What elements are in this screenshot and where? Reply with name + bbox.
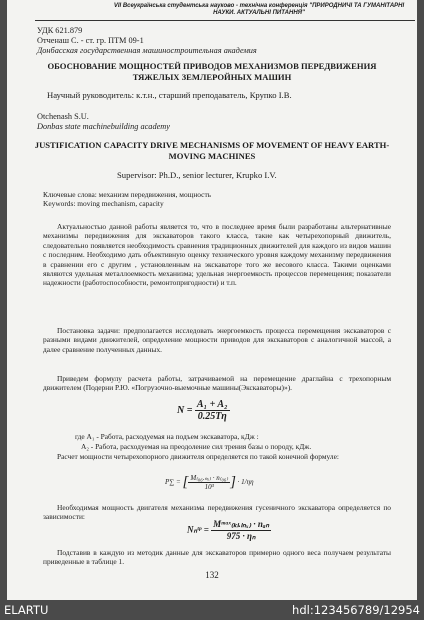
footer-repository-name: ELARTU [4, 603, 49, 617]
title-en: JUSTIFICATION CAPACITY DRIVE MECHANISMS OF MOVEMENT OF HEAVY EARTH-MOVING MACHINES [34, 140, 390, 161]
conference-header: VII Всеукраїнська студентська науково - технічна конференція "ПРИРОДНИЧІ ТА ГУМАНІТАРНІ НАУКИ. АКТУАЛЬНІ ПИТАННЯ" [113, 3, 405, 16]
affiliation-ru: Донбасская государственная машиностроительная академия [37, 46, 257, 55]
paragraph-four-support: Расчет мощности четырехопорного движителя определяется по такой конечной формуле: [57, 452, 339, 461]
paragraph-results: Подставив в каждую из методик данные для экскаваторов примерно одного веса получаем результаты приведенные в таблице 1. [43, 548, 391, 567]
author-en: Otchenash S.U. [37, 112, 89, 121]
document-page [7, 0, 417, 600]
header-rule [35, 20, 415, 21]
formula-power-tail: · 1/ηη [237, 478, 254, 487]
keywords-ru: Ключевые слова: механизм передвижения, мощность [43, 190, 212, 199]
formula-work [177, 399, 230, 422]
formula-power-denominator: 10³ [204, 483, 214, 491]
author-ru: Отченаш С. - ст. гр. ПТМ 09-1 [37, 36, 144, 45]
formula-tracked-lhs: Nₙᵗᵖ = [187, 524, 209, 535]
title-ru: ОБОСНОВАНИЕ МОЩНОСТЕЙ ПРИВОДОВ МЕХАНИЗМОВ ПЕРЕДВИЖЕНИЯ ТЯЖЕЛЫХ ЗЕМЛЕРОЙНЫХ МАШИН [47, 61, 377, 82]
paragraph-tracked: Необходимая мощность двигателя механизма передвижения гусеничного экскаватора определяется по зависимости: [43, 503, 391, 522]
paragraph-formula-intro: Приведем формулу расчета работы, затрачиваемой на перемещение драглайна с трехопорным движителем (Подерни Р.Ю. «Погрузочно-выемочные машины(Экскаваторы)»). [43, 374, 391, 393]
formula-power-numerator: M₍₀₆.ₙₓ₎ · n₍₀₆₎ [190, 474, 229, 482]
formula-tracked-denominator: 975 · ηₙ [226, 531, 256, 541]
formula-tracked [187, 519, 271, 542]
supervisor-ru: Научный руководитель: к.т.н., старший преподаватель, Крупко І.В. [47, 90, 292, 100]
definition-a2: A₂ - Работа, расходуемая на преодоление сил трения базы о породу, кДж. [81, 442, 312, 451]
formula-power-lhs: P∑ = [165, 478, 181, 487]
formula-power: P∑ = [ $\frac{\text{M₍₀₆.ₙₓ₎ · n₍₀₆₎}}{\text{10³}}$ ] · 1/ηη [165, 474, 254, 491]
formula-work-numerator: A₁ + A₂ [196, 399, 228, 410]
page-number: 132 [205, 570, 219, 580]
repository-footer [0, 600, 424, 620]
affiliation-en: Donbas state machinebuilding academy [37, 122, 170, 131]
udk-code: УДК 621.879 [37, 26, 83, 35]
formula-work-denominator: 0.25Tη [197, 411, 227, 422]
paragraph-task: Постановка задачи: предполагается исследовать энергоемкость процесса перемещения экскаваторов с разными видами движителей, определение мощности приводов для экскаваторов с аналогичной массой, а далее сравнение полученных данных. [43, 326, 391, 354]
formula-work-lhs: N = [177, 404, 193, 416]
supervisor-en: Supervisor: Ph.D., senior lecturer, Krupko I.V. [117, 170, 277, 180]
formula-tracked-numerator: Mᵐᵃˣ₍ₖₗ.ₗₙₓ₎ · nₐₙ [213, 519, 270, 529]
keywords-en: Keywords: moving mechanism, capacity [43, 199, 164, 208]
footer-handle: hdl:123456789/12954 [292, 603, 420, 617]
definition-a1: где A₁ - Работа, расходуемая на подъем экскаватора, кДж : [75, 432, 259, 441]
paragraph-relevance: Актуальностью данной работы является то, что в последнее время были разработаны альтернативные механизмы передвижения для экскаваторов такого класса, такие как четырехопорный движитель, следовательно появляется необходимость сравнения традиционных движителей для каждого из видов машин с последним. Необходимо дать объективную оценку технического уровня каждому механизму передвижения в сравнении его с другим , установленным на экскаваторе того же весового класса. Такими оценками являются удельная металлоемкость механизма; удельная энергоемкость процессов перемещения; показатели надежности (работоспособности, ремонтопригодности) и т.п. [43, 222, 391, 288]
